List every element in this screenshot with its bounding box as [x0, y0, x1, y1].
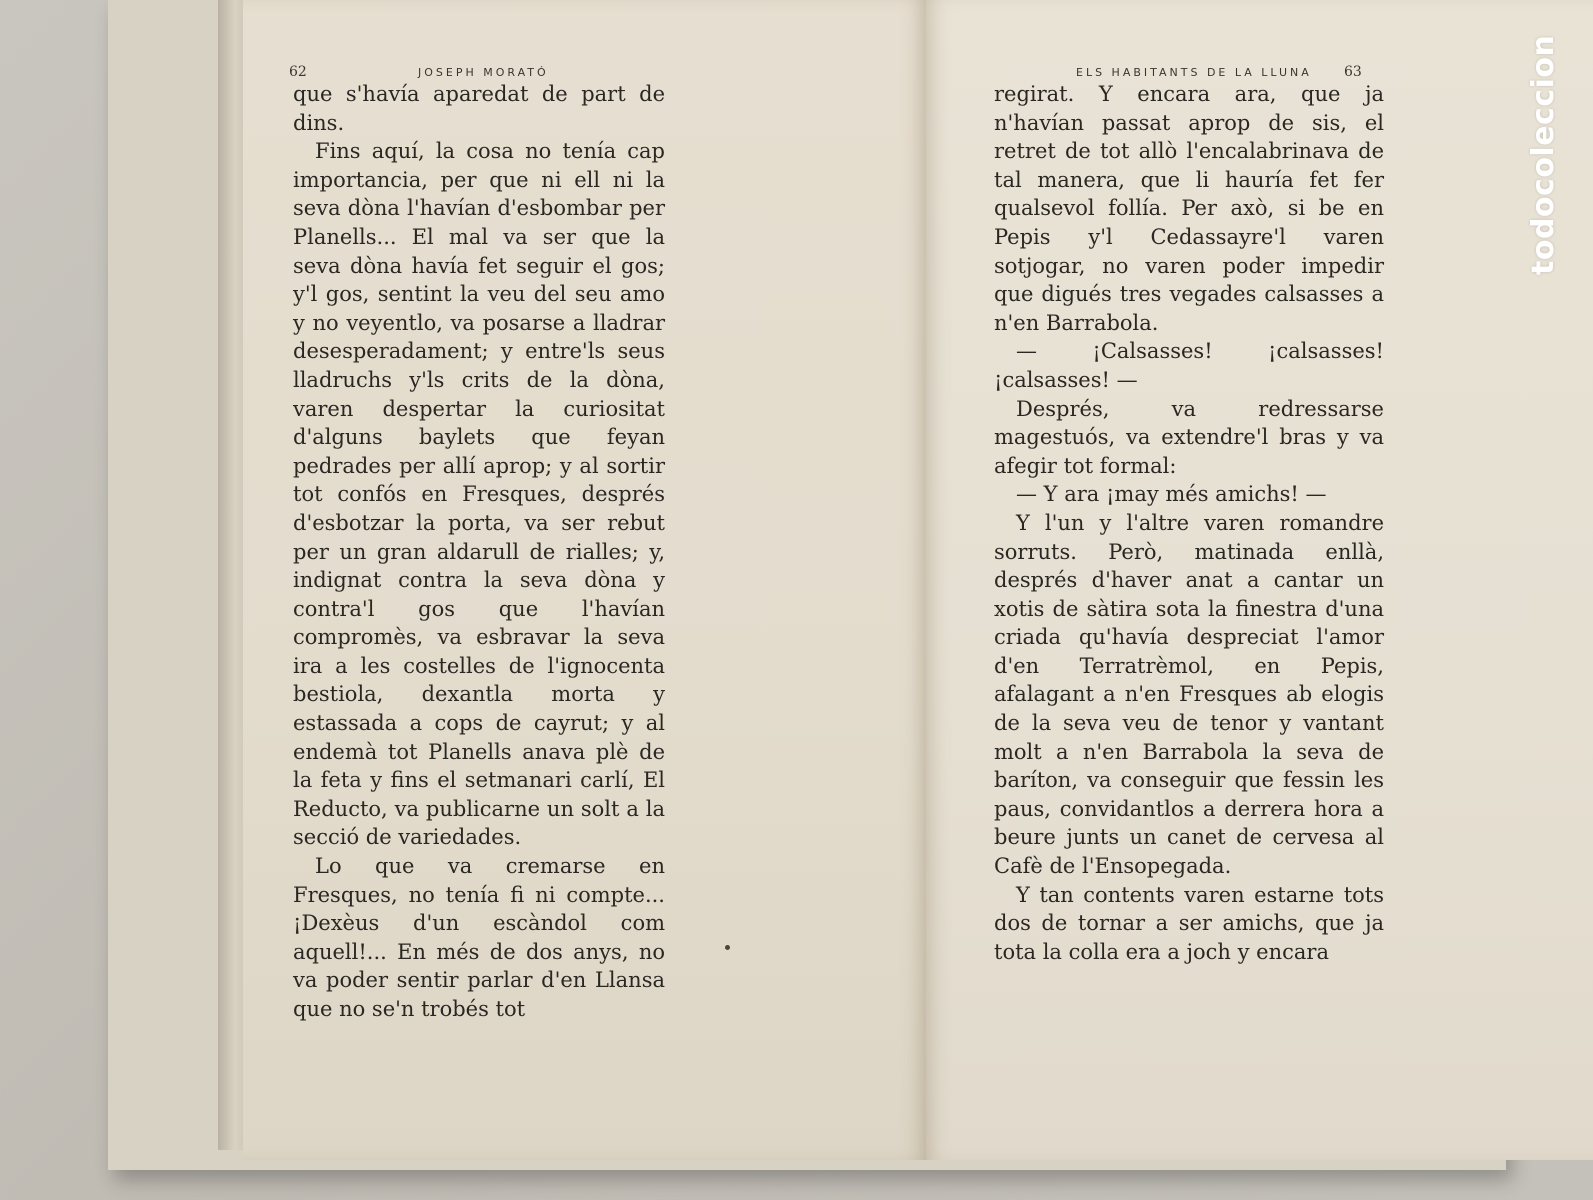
- ink-speck: [725, 945, 730, 950]
- paragraph: Després, va redressarse magestuós, va extendre'l bras y va afegir tot formal:: [994, 396, 1384, 478]
- left-page: [243, 0, 926, 1160]
- paragraph: — ¡Calsasses! ¡calsasses! ¡calsasses! —: [994, 339, 1384, 392]
- paragraph: Y l'un y l'altre varen romandre sorruts. Però, matinada enllà, després d'haver anat a cantar un xotis de sàtira sota la finestra d'una criada qu'havía despreciat l'amor d'en Terratrèmol, en Pepis, afalagant a n'en Fresques ab elogis de la seva veu de tenor y vantant molt a n'en Barrabola la seva de baríton, va conseguir que fessin les paus, convidantlos a derrera hora a beure junts un canet de cervesa al Cafè de l'Ensopegada.: [994, 510, 1384, 879]
- paragraph: que s'havía aparedat de part de dins.: [293, 82, 665, 135]
- right-running-head: ELS HABITANTS DE LA LLUNA: [1076, 66, 1312, 79]
- right-page: [926, 0, 1593, 1160]
- paragraph: — Y ara ¡may més amichs! —: [1016, 482, 1327, 507]
- right-page-number: 63: [1344, 64, 1362, 80]
- paragraph: Y tan contents varen estarne tots dos de tornar a ser amichs, que ja tota la colla era a joch y encara: [994, 882, 1384, 964]
- paragraph: Fins aquí, la cosa no tenía cap importancia, per que ni ell ni la seva dòna l'havían d'esbombar per Planells... El mal va ser que la seva dòna havía fet seguir el gos; y'l gos, sentint la veu del seu amo y no veyentlo, va posarse a lladrar desesperadament; y entre'ls seus lladruchs y'ls crits de la dòna, varen despertar la curiositat d'alguns baylets que feyan pedrades per allí aprop; y al sortir tot confós en Fresques, després d'esbotzar la porta, va ser rebut per un gran aldarull de rialles; y, indignat contra la seva dòna y contra'l gos que l'havían compromès, va esbravar la seva ira a les costelles de l'ignocenta bestiola, dexantla morta y estassada a cops de cayrut; y al endemà tot Planells anava plè de la feta y fins el setmanari carlí, El Reducto, va publicarne un solt a la secció de variedades.: [293, 139, 665, 850]
- left-page-text: [293, 80, 665, 1024]
- right-page-text: [994, 80, 1384, 966]
- open-book: [108, 0, 1506, 1170]
- paragraph: regirat. Y encara ara, que ja n'havían passat aprop de sis, el retret de tot allò l'encalabrinava de tal manera, que li hauría fet fer qualsevol follía. Per axò, si be en Pepis y'l Cedassayre'l varen sotjogar, no varen poder impedir que digués tres vegades calsasses a n'en Barrabola.: [994, 82, 1384, 335]
- left-running-head: JOSEPH MORATÓ: [418, 66, 549, 79]
- left-page-number: 62: [289, 64, 307, 80]
- page-stack-edge: [218, 0, 246, 1150]
- paragraph: Lo que va cremarse en Fresques, no tenía fi ni compte... ¡Dexèus d'un escàndol com aquell!... En més de dos anys, no va poder sentir parlar d'en Llansa que no se'n trobés tot: [293, 854, 665, 1021]
- watermark-logo: todocoleccion: [1526, 34, 1561, 276]
